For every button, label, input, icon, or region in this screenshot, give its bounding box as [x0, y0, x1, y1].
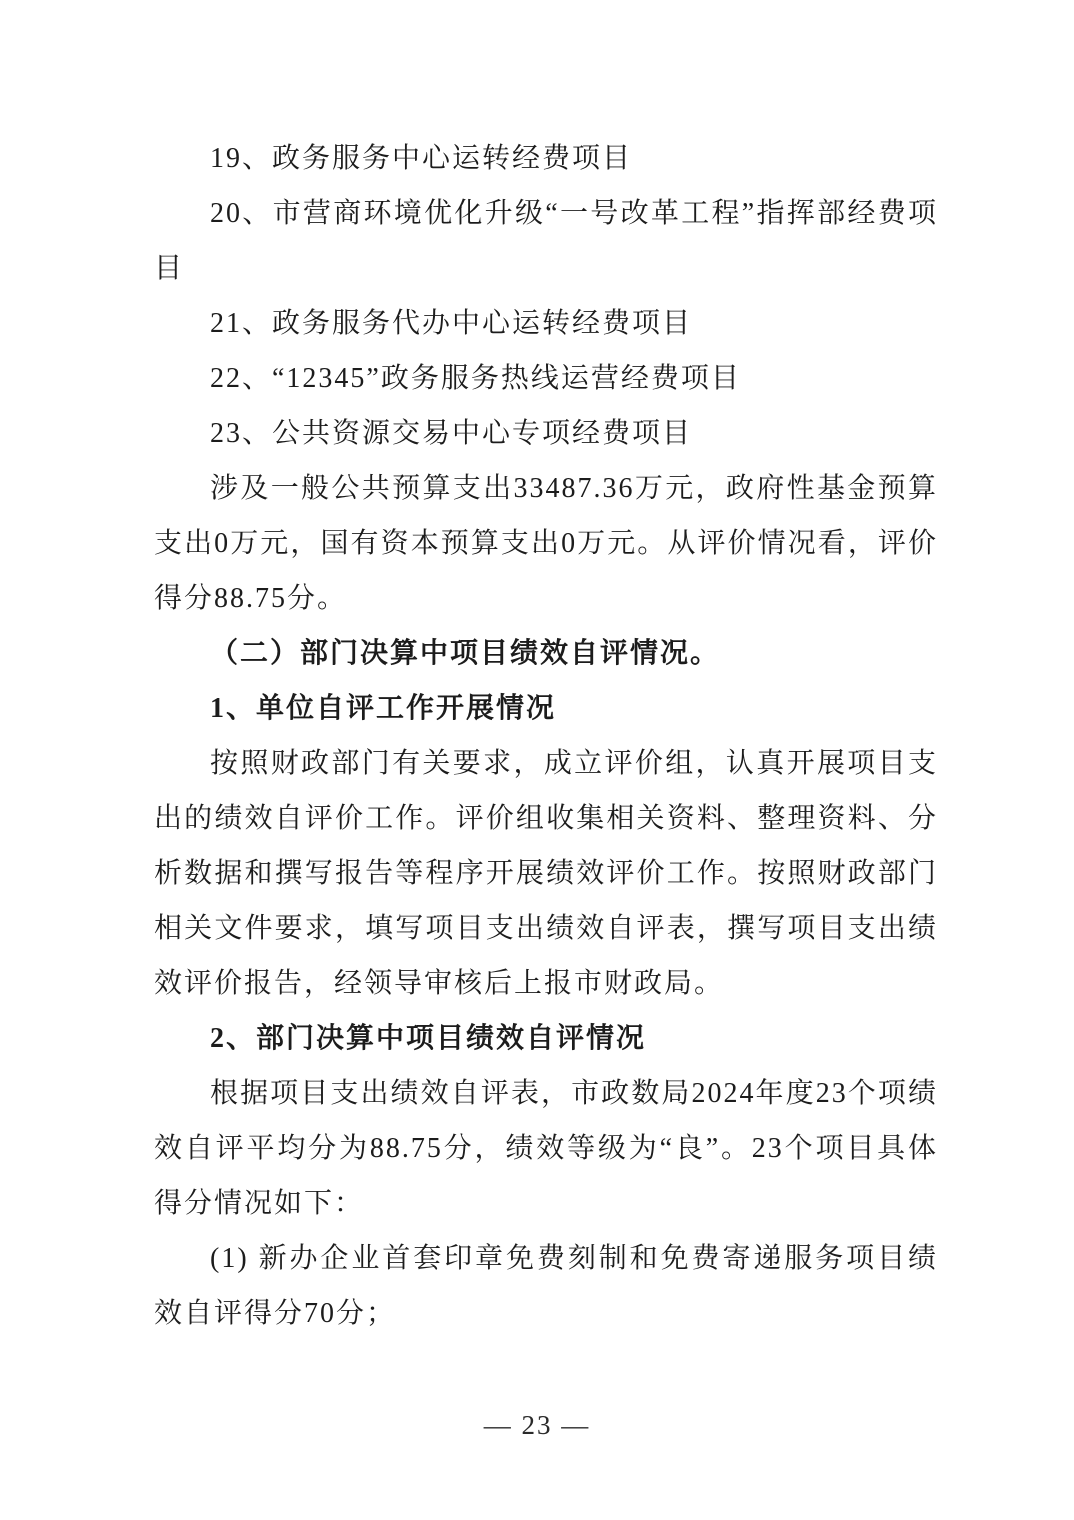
list-item-20: 20、市营商环境优化升级“一号改革工程”指挥部经费项目	[154, 198, 938, 284]
heading-section-two: （二）部门决算中项目绩效自评情况。	[210, 638, 721, 669]
paragraph-project-1-score: (1) 新办企业首套印章免费刻制和免费寄递服务项目绩效自评得分70分；	[154, 1243, 938, 1329]
heading-subsection-2: 2、部门决算中项目绩效自评情况	[210, 1023, 647, 1054]
list-item-19: 19、政务服务中心运转经费项目	[210, 143, 633, 174]
paragraph-average-score: 根据项目支出绩效自评表，市政数局2024年度23个项绩效自评平均分为88.75分，绩效等级为“良”。23个项目具体得分情况如下：	[154, 1078, 938, 1219]
list-item-22: 22、“12345”政务服务热线运营经费项目	[210, 363, 741, 394]
page-number: — 23 —	[483, 1410, 591, 1440]
heading-subsection-1: 1、单位自评工作开展情况	[210, 693, 557, 724]
paragraph-budget-summary: 涉及一般公共预算支出33487.36万元，政府性基金预算支出0万元，国有资本预算支出0万元。从评价情况看，评价得分88.75分。	[154, 473, 938, 614]
list-item-21: 21、政务服务代办中心运转经费项目	[210, 308, 693, 339]
paragraph-self-evaluation: 按照财政部门有关要求，成立评价组，认真开展项目支出的绩效自评价工作。评价组收集相关资料、整理资料、分析数据和撰写报告等程序开展绩效评价工作。按照财政部门相关文件要求，填写项目支出绩效自评表，撰写项目支出绩效评价报告，经领导审核后上报市财政局。	[154, 748, 938, 999]
list-item-23: 23、公共资源交易中心专项经费项目	[210, 418, 693, 449]
document-body	[154, 131, 938, 1341]
